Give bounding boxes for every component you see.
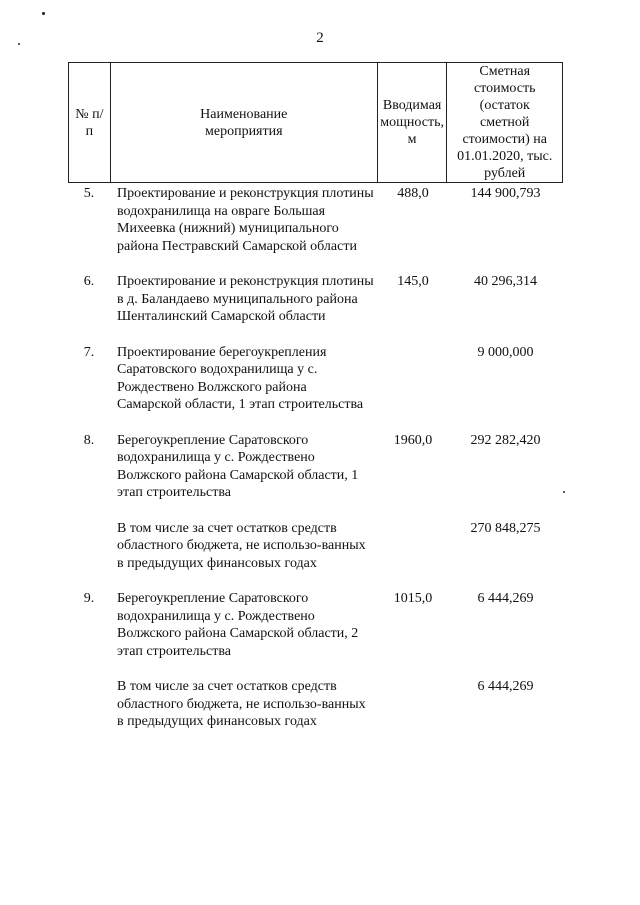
table-row xyxy=(68,678,563,731)
row-name: В том числе за счет остатков средств областного бюджета, не использо-ванных в предыдущих финансовых годах xyxy=(117,679,366,729)
header-cost-text: Сметная стоимость (остаток сметной стоимости) на 01.01.2020, тыс. рублей xyxy=(457,64,553,181)
table-row xyxy=(68,344,563,414)
row-number: 7. xyxy=(83,344,95,360)
table-row xyxy=(68,520,563,573)
row-power: 488,0 xyxy=(397,186,429,201)
table-body xyxy=(68,185,563,731)
row-name: В том числе за счет остатков средств областного бюджета, не использо-ванных в предыдущих финансовых годах xyxy=(117,520,366,571)
row-power: 1960,0 xyxy=(393,432,433,448)
row-name: Проектирование берегоукрепления Саратовского водохранилища у с. Рождествено Волжского района Самарской области, 1 этап строительства xyxy=(117,344,364,412)
row-number: 9. xyxy=(83,591,95,606)
row-name: Проектирование и реконструкция плотины в д. Баландаево муниципального района Шенталинский Самарской области xyxy=(117,274,374,324)
row-cost: 6 444,269 xyxy=(477,679,534,694)
header-number-text: № п/п xyxy=(75,106,104,139)
header-name-text: Наименование мероприятия xyxy=(200,106,288,139)
row-power xyxy=(378,678,448,731)
row-name: Берегоукрепление Саратовского водохранилища у с. Рождествено Волжского района Самарской области, 1 этап строительства xyxy=(117,432,359,500)
scan-speck xyxy=(42,12,45,15)
row-cost: 9 000,000 xyxy=(477,344,534,360)
table-row xyxy=(68,273,563,326)
header-name xyxy=(111,63,378,182)
header-power xyxy=(378,63,448,182)
header-power-text: Вводимая мощность, м xyxy=(380,98,444,147)
table-row xyxy=(68,590,563,660)
row-name: Берегоукрепление Саратовского водохранилища у с. Рождествено Волжского района Самарской области, 2 этап строительства xyxy=(117,591,359,659)
table-header xyxy=(68,62,563,183)
page-number: 2 xyxy=(316,30,324,46)
row-power: 1015,0 xyxy=(393,591,433,606)
row-cost: 144 900,793 xyxy=(470,186,541,201)
row-number: 8. xyxy=(83,432,95,448)
row-number: 5. xyxy=(83,186,95,201)
row-name: Проектирование и реконструкция плотины водохранилища на овраге Большая Михеевка (нижний) муниципального района Пестравский Самарской области xyxy=(117,186,374,254)
row-power xyxy=(378,520,448,573)
table-row xyxy=(68,185,563,255)
row-number: 6. xyxy=(83,274,95,289)
table-row xyxy=(68,432,563,502)
row-power: 145,0 xyxy=(397,274,429,289)
row-power xyxy=(378,344,448,414)
row-cost: 270 848,275 xyxy=(470,520,541,536)
header-number xyxy=(69,63,111,182)
row-number xyxy=(68,678,110,731)
row-number xyxy=(68,520,110,573)
header-cost xyxy=(447,63,562,182)
row-cost: 292 282,420 xyxy=(470,432,541,448)
row-cost: 6 444,269 xyxy=(477,591,534,606)
scan-speck xyxy=(563,491,565,493)
row-cost: 40 296,314 xyxy=(474,274,537,289)
